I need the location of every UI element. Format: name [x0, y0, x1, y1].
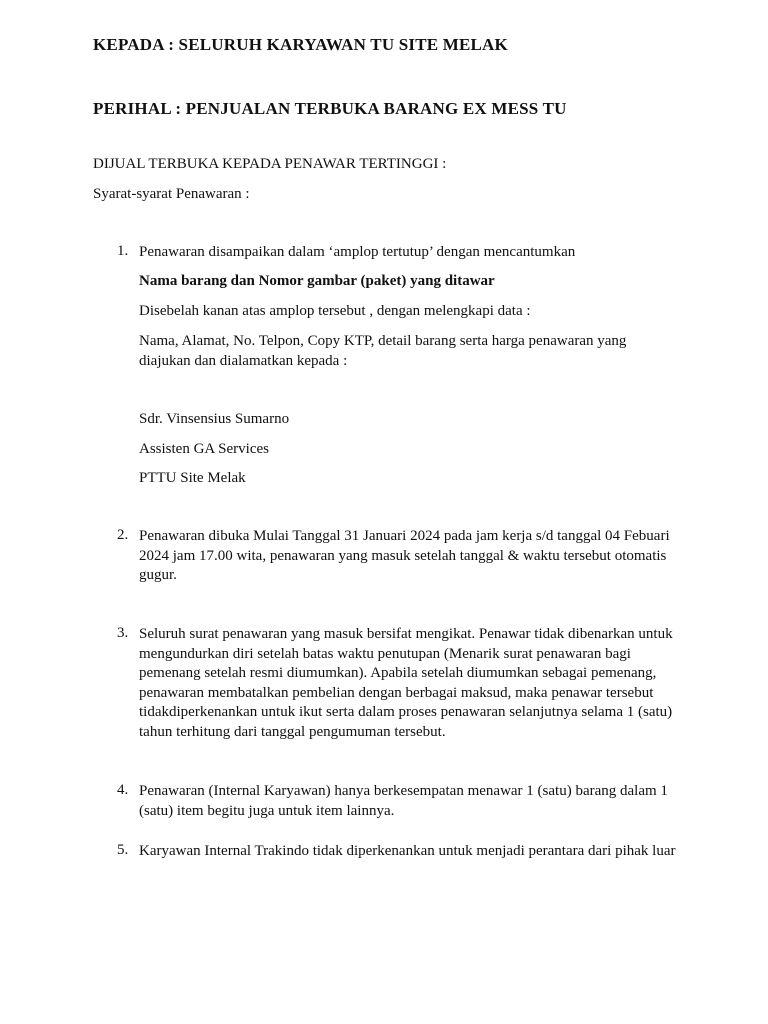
kepada-heading: KEPADA : SELURUH KARYAWAN TU SITE MELAK [93, 35, 508, 54]
item-text: Penawaran disampaikan dalam ‘amplop tertutup’ dengan mencantumkan [139, 244, 576, 260]
syarat-title: Syarat-syarat Penawaran : [93, 186, 250, 202]
item-number: 1. [117, 243, 129, 259]
item-number: 3. [117, 625, 129, 641]
item-1-bold-line: Nama barang dan Nomor gambar (paket) yang ditawar [139, 273, 495, 289]
item-number: 5. [117, 842, 129, 858]
addressee-title: Assisten GA Services [139, 441, 269, 457]
item-1-data-line: Disebelah kanan atas amplop tersebut , dengan melengkapi data : [139, 303, 531, 319]
item-text: Penawaran dibuka Mulai Tanggal 31 Januari 2024 pada jam kerja s/d tanggal 04 Febuari 2024 jam 17.00 wita, penawaran yang masuk setelah tanggal & waktu tersebut otomatis gugur. [139, 528, 670, 583]
addressee-name: Sdr. Vinsensius Sumarno [139, 411, 290, 427]
item-text: Seluruh surat penawaran yang masuk bersifat mengikat. Penawar tidak dibenarkan untuk mengundurkan diri setelah batas waktu penutupan (Menarik surat penawaran bagi pemenang setelah resmi diumumkan). Apabila setelah diumumkan sebagai pemenang, penawaran membatalkan pembelian dengan berbagai maksud, maka penawar tersebut tidakdiperkenankan untuk ikut serta dalam proses penawaran selanjutnya selama 1 (satu) tahun terhitung dari tanggal pengumuman tersebut. [139, 626, 673, 740]
item-text: Karyawan Internal Trakindo tidak diperkenankan untuk menjadi perantara dari pihak luar [139, 843, 676, 859]
addressee-company: PTTU Site Melak [139, 470, 246, 486]
intro-text: DIJUAL TERBUKA KEPADA PENAWAR TERTINGGI : [93, 156, 447, 172]
item-1-fields-line: Nama, Alamat, No. Telpon, Copy KTP, detail barang serta harga penawaran yang diajukan dan dialamatkan kepada : [139, 333, 627, 369]
item-number: 4. [117, 782, 129, 798]
perihal-heading: PERIHAL : PENJUALAN TERBUKA BARANG EX MESS TU [93, 99, 567, 118]
item-number: 2. [117, 527, 129, 543]
item-text: Penawaran (Internal Karyawan) hanya berkesempatan menawar 1 (satu) barang dalam 1 (satu) item begitu juga untuk item lainnya. [139, 783, 668, 819]
